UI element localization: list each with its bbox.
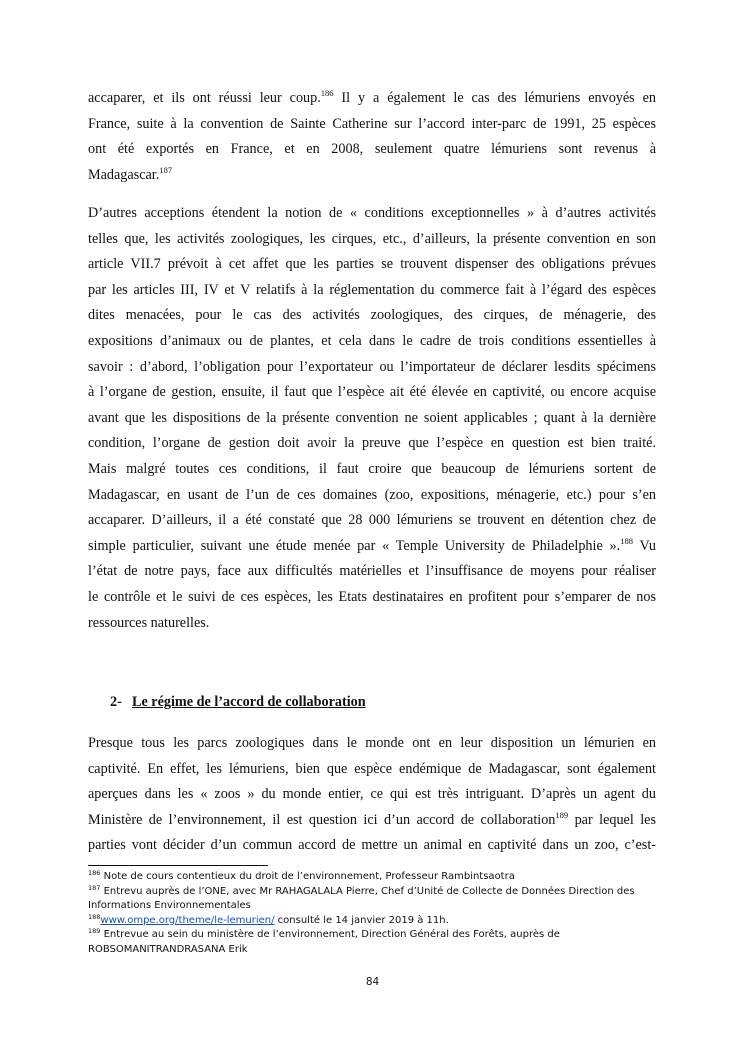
paragraph-line: Madagascar.$^{187}$: [88, 164, 173, 183]
footnote-189: $^{189}$ Entrevue au sein du ministère de l’environnement, Direction Général des Forêts, auprès de: [88, 927, 560, 940]
footnote-187: $^{187}$ Entrevu auprès de l’ONE, avec Mr RAHAGALALA Pierre, Chef d’Unité de Collecte de Données Direction des: [88, 883, 635, 897]
paragraph-line: Madagascar, en usant de l’un de ces domaines (zoo, expositions, ménagerie, etc.) pour s’en: [88, 486, 656, 503]
paragraph-line: simple particulier, suivant une étude menée par « Temple University de Philadelphie ».$^{188}$ Vu: [88, 535, 656, 554]
footnote-ref-187[interactable]: 187: [159, 164, 173, 175]
paragraph-line: par les articles III, IV et V relatifs à la réglementation du commerce fait à l’égard des espèces: [88, 281, 656, 298]
paragraph-line: le contrôle et le suivi de ces espèces, les Etats destinataires en profitent pour s’emparer de nos: [88, 588, 656, 605]
footnotes: [88, 870, 688, 957]
paragraph-line: ont été exportés en France, et en 2008, seulement quatre lémuriens sont revenus à: [88, 141, 656, 158]
paragraph-line: savoir : d’abord, l’obligation pour l’exportateur ou l’importateur de déclarer lesdits spécimens: [88, 358, 656, 375]
paragraph-2: [88, 201, 656, 636]
footnote-ref-189[interactable]: 189: [555, 809, 569, 820]
footnote-188-link[interactable]: www.ompe.org/theme/le-lemurien/: [100, 914, 275, 926]
paragraph-line: aperçues dans les « zoos » du monde entier, ce qui est très intriguant. D’après un agent du: [88, 786, 656, 803]
footnote-separator: [88, 865, 268, 866]
paragraph-line: France, suite à la convention de Sainte Catherine sur l’accord inter-parc de 1991, 25 espèces: [88, 115, 656, 132]
footnote-ref-186[interactable]: 186: [320, 88, 334, 98]
paragraph-line: dites menacées, pour le cas des activités zoologiques, des cirques, de ménagerie, des: [88, 307, 656, 324]
paragraph-line: l’état de notre pays, face aux difficultés matérielles et l’insuffisance de moyens pour réaliser: [88, 563, 656, 580]
paragraph-1: [88, 86, 656, 188]
section-number: 2-: [110, 694, 122, 710]
footnote-ref-188[interactable]: 188: [620, 535, 633, 546]
paragraph-line: à l’organe de gestion, ensuite, il faut que l’espèce ait été élevée en captivité, ou encore acquise: [88, 384, 656, 401]
paragraph-line: article VII.7 prévoit à cet affet que les parties se trouvent dispenser des obligations prévues: [88, 256, 656, 273]
section-heading: [110, 694, 366, 711]
paragraph-line: avant que les dispositions de la présente convention ne soient applicables ; quant à la dernière: [88, 409, 656, 426]
paragraph-line: ressources naturelles.: [88, 614, 210, 631]
footnote-189-continuation: ROBSOMANITRANDRASANA Erik: [88, 943, 248, 955]
paragraph-line: D’autres acceptions étendent la notion de « conditions exceptionnelles » à d’autres activités: [88, 205, 656, 221]
footnote-187-continuation: Informations Environnementales: [88, 900, 251, 911]
paragraph-line: Ministère de l’environnement, il est question ici d’un accord de collaboration$^{189}$ par lequel les: [88, 809, 656, 828]
paragraph-line: expositions d’animaux ou de plantes, et cela dans le cadre de trois conditions essentielles à: [88, 332, 656, 349]
section-title: Le régime de l’accord de collaboration: [132, 694, 366, 710]
footnote-188: $^{188}$www.ompe.org/theme/le-lemurien/ consulté le 14 janvier 2019 à 11h.: [88, 912, 449, 926]
footnote-186: $^{186}$ Note de cours contentieux du droit de l’environnement, Professeur Rambintsaotra: [88, 869, 515, 882]
paragraph-line: Mais malgré toutes ces conditions, il faut croire que beaucoup de lémuriens sortent de: [88, 460, 656, 477]
paragraph-line: telles que, les activités zoologiques, les cirques, etc., d’ailleurs, la présente convention en son: [88, 230, 656, 247]
paragraph-line: accaparer, et ils ont réussi leur coup.$^{186}$ Il y a également le cas des lémuriens envoyés en: [88, 88, 657, 106]
paragraph-3: [88, 731, 656, 859]
paragraph-line: parties vont décider d’un commun accord de mettre un animal en captivité dans un zoo, c’est-: [88, 837, 656, 854]
paragraph-line: accaparer. D’ailleurs, il a été constaté que 28 000 lémuriens se trouvent en détention chez de: [88, 512, 656, 529]
paragraph-line: condition, l’organe de gestion doit avoir la preuve que l’espèce en question est bien traité.: [88, 435, 656, 452]
paragraph-line: Presque tous les parcs zoologiques dans le monde ont en leur disposition un lémurien en: [88, 735, 656, 751]
paragraph-line: captivité. En effet, les lémuriens, bien que espèce endémique de Madagascar, sont également: [88, 760, 656, 777]
page-number: 84: [365, 976, 380, 988]
